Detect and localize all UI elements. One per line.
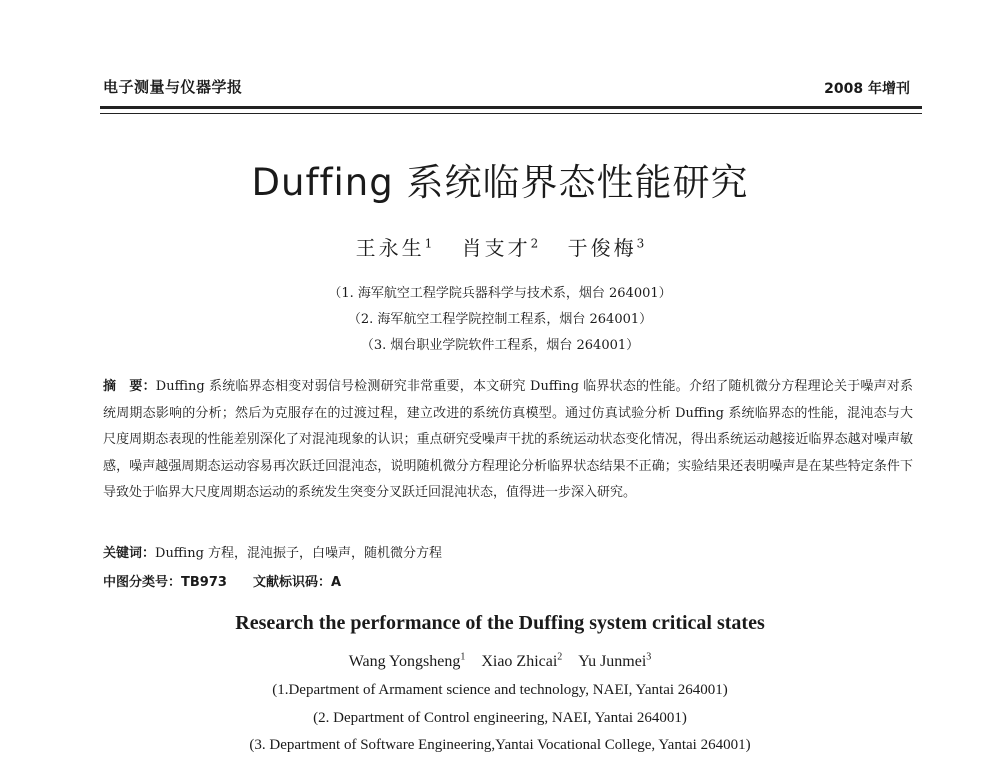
abstract xyxy=(103,374,913,507)
keywords-label: 关键词： xyxy=(103,546,156,561)
keywords xyxy=(103,542,442,561)
english-author: Xiao Zhicai$^2$ xyxy=(481,652,563,671)
affiliation: （2. 海军航空工程学院控制工程系，烟台 264001） xyxy=(347,312,653,327)
english-affiliation: (2. Department of Control engineering, NAEI, Yantai 264001) xyxy=(313,710,687,726)
affiliation: （1. 海军航空工程学院兵器科学与技术系，烟台 264001） xyxy=(328,286,672,301)
english-affiliation: (1.Department of Armament science and technology, NAEI, Yantai 264001) xyxy=(272,682,728,698)
clc-label: 中图分类号： xyxy=(103,575,182,590)
english-author: Yu Junmei$^3$ xyxy=(578,652,652,671)
clc-value: TB973 xyxy=(181,575,227,590)
journal-name: 电子测量与仪器学报 xyxy=(103,78,243,96)
english-title: Research the performance of the Duffing system critical states xyxy=(235,612,765,634)
doc-code-value: A xyxy=(330,575,342,590)
keywords-text: Duffing 方程，混沌振子，白噪声，随机微分方程 xyxy=(155,546,443,561)
header-rule-thick xyxy=(100,106,922,109)
author: 于俊梅$^3$ xyxy=(567,236,645,260)
author-list xyxy=(0,232,1000,261)
issue-label: 2008 年增刊 xyxy=(824,81,910,97)
english-affiliation: (3. Department of Software Engineering,Yantai Vocational College, Yantai 264001) xyxy=(249,737,751,753)
abstract-label: 摘 要： xyxy=(103,379,156,394)
paper-title: Duffing 系统临界态性能研究 xyxy=(251,161,749,204)
english-author-list xyxy=(0,652,1000,671)
doc-code-label: 文献标识码： xyxy=(252,575,331,590)
affiliation: （3. 烟台职业学院软件工程系，烟台 264001） xyxy=(360,338,640,353)
abstract-text: Duffing 系统临界态相变对弱信号检测研究非常重要，本文研究 Duffing 临界状态的性能。介绍了随机微分方程理论关于噪声对系统周期态影响的分析；然后为克服存在的过渡过程，建立改进的系统仿真模型。通过仿真试验分析 Duffing 系统临界态的性能，混沌态与大尺度周期态表现的性能差别深化了对混沌现象的认识；重点研究受噪声干扰的系统运动状态变化情况，得出系统运动越接近临界态越对噪声敏感，噪声越强周期态运动容易再次跃迁回混沌态，说明随机微分方程理论分析临界状态结果不正确；实验结果还表明噪声是在某些特定条件下导致处于临界大尺度周期态运动的系统发生突变分叉跃迁回混沌状态，值得进一步深入研究。 xyxy=(103,379,913,500)
author: 王永生$^1$ xyxy=(355,236,433,260)
author: 肖支才$^2$ xyxy=(461,236,539,260)
header-rule-thin xyxy=(100,113,922,114)
classification xyxy=(103,571,341,590)
english-author: Wang Yongsheng$^1$ xyxy=(348,652,466,671)
